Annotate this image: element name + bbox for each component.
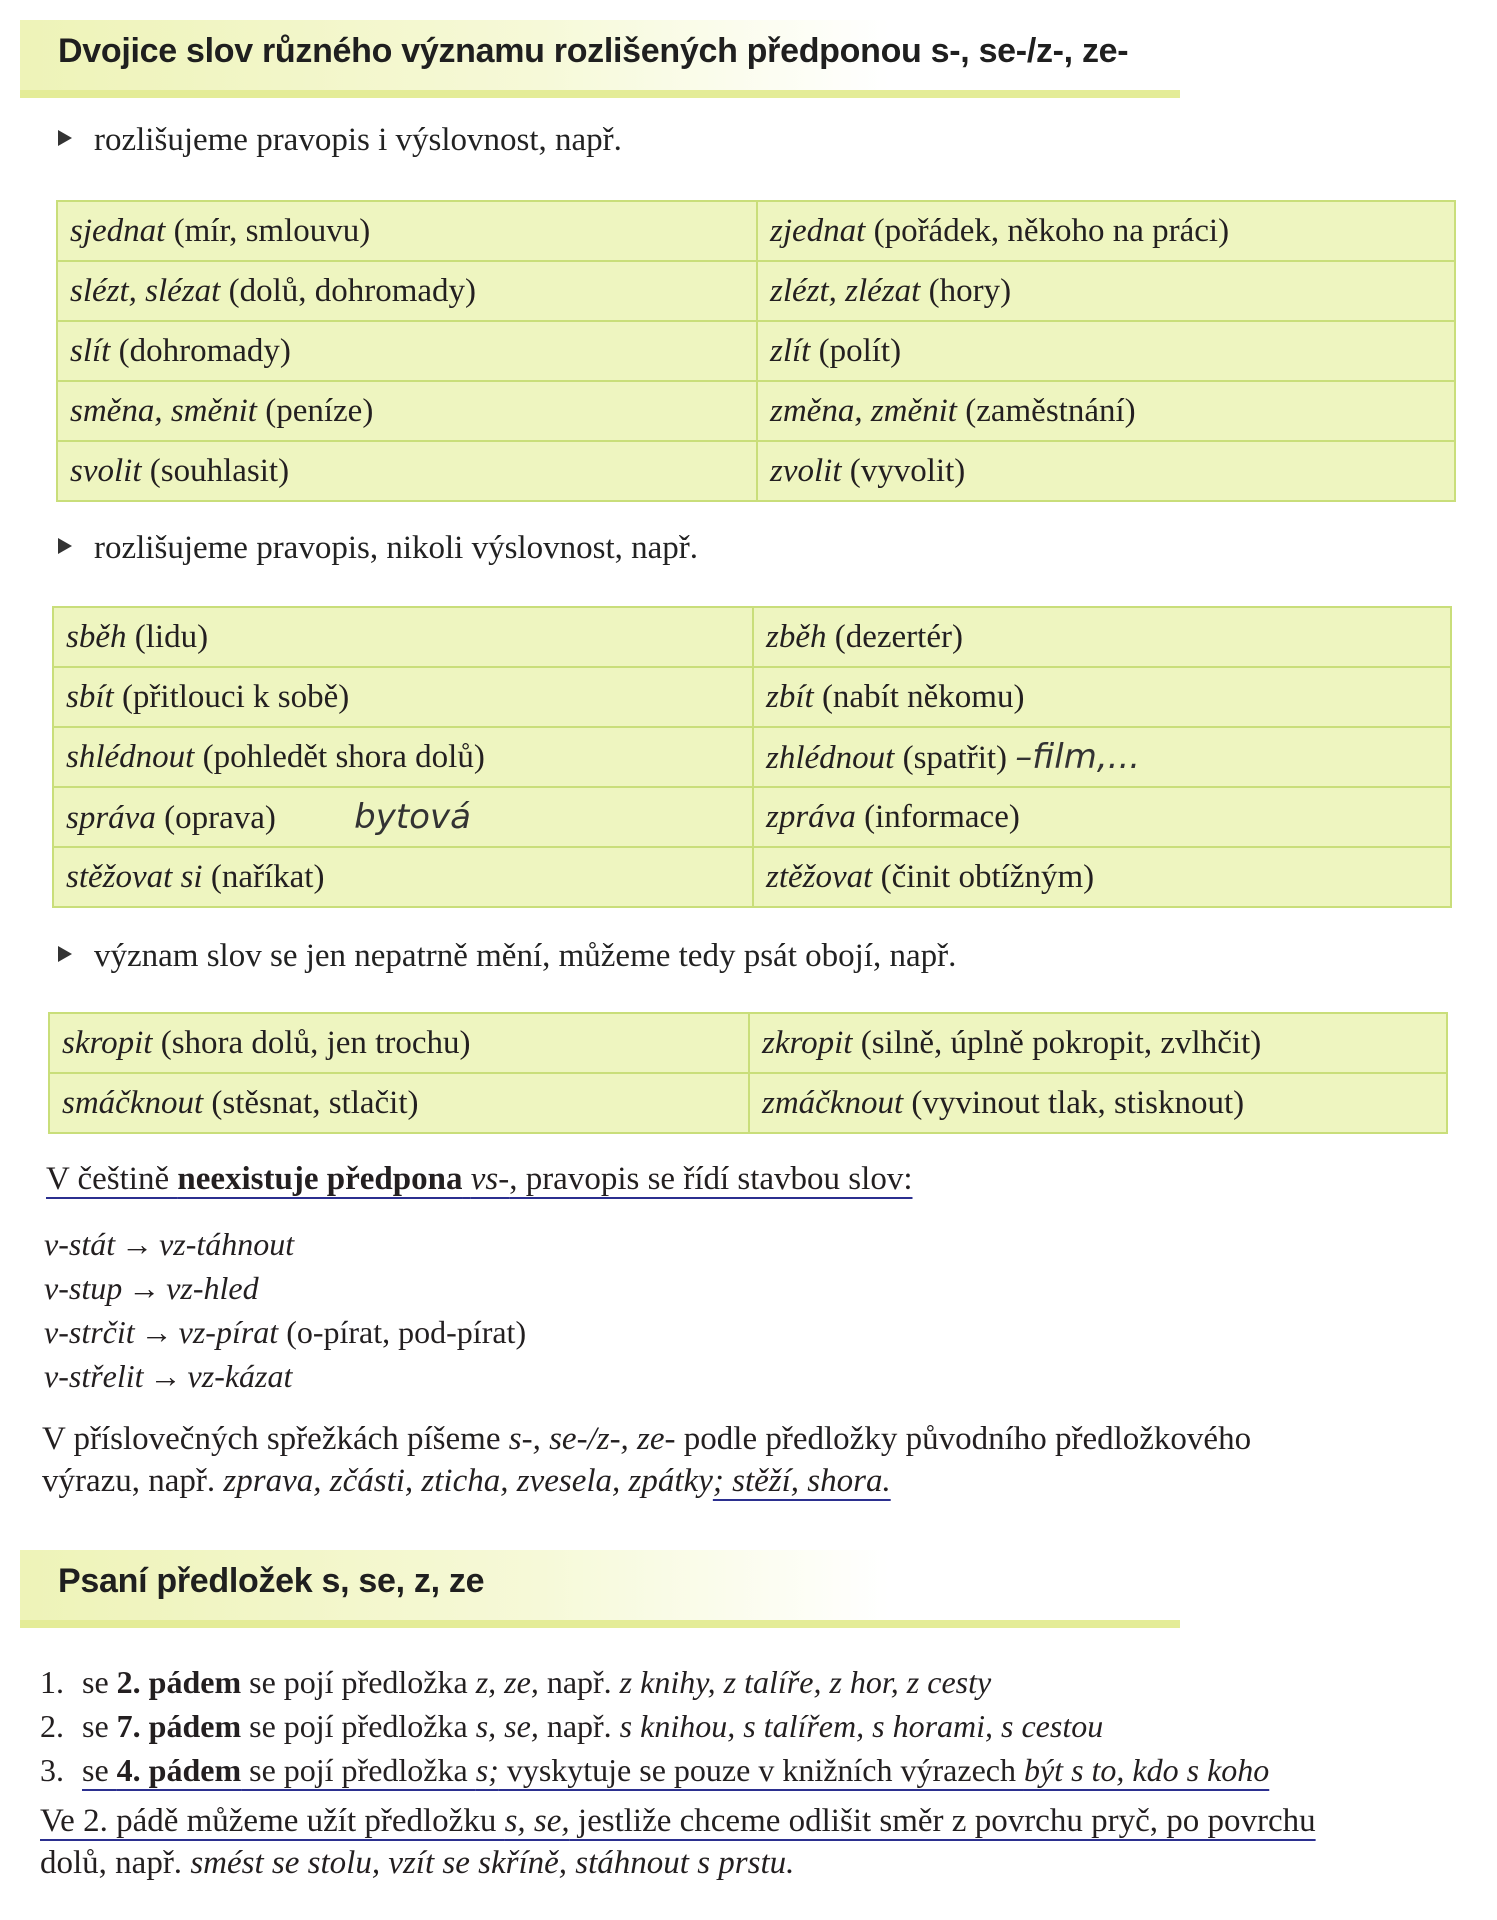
table-cell: zjednat (pořádek, někoho na práci) [757, 201, 1455, 261]
vs-prefix-note: V češtině neexistuje předpona vs-, pravopis se řídí stavbou slov: [46, 1161, 913, 1197]
table-row [57, 261, 1455, 321]
table-row [49, 1013, 1447, 1073]
bullet-spelling-and-pronunciation: rozlišujeme pravopis i výslovnost, např. [58, 122, 622, 159]
section-heading-2 [20, 1550, 1180, 1628]
table-cell: zlézt, zlézat (hory) [757, 261, 1455, 321]
triangle-bullet-icon [58, 130, 72, 146]
table-row [49, 1073, 1447, 1133]
table-row [53, 787, 1451, 847]
triangle-bullet-icon [58, 538, 72, 554]
table-row [53, 727, 1451, 787]
table-cell: skropit (shora dolů, jen trochu) [49, 1013, 749, 1073]
table-cell: slézt, slézat (dolů, dohromady) [57, 261, 757, 321]
word-pairs-table-2 [52, 606, 1452, 908]
section-title-prepositions: Psaní předložek s, se, z, ze [58, 1562, 485, 1600]
table-cell: směna, směnit (peníze) [57, 381, 757, 441]
section-title-prefixes: Dvojice slov různého významu rozlišených předponou s-, se-/z-, ze- [58, 32, 1129, 70]
adverb-paragraph: V příslovečných spřežkách píšeme s-, se-/z-, ze- podle předložky původního předložkového výrazu, např. zprava, zčásti, zticha, zvesela, zpátky; stěží, shora. [42, 1421, 1252, 1499]
table-cell: stěžovat si (naříkat) [53, 847, 753, 907]
handwritten-note-bytova: bytová [354, 797, 471, 837]
bullet-both-possible: význam slov se jen nepatrně mění, můžeme tedy psát obojí, např. [58, 938, 956, 975]
table-cell: ztěžovat (činit obtížným) [753, 847, 1451, 907]
table-cell: zkropit (silně, úplně pokropit, zvlhčit) [749, 1013, 1447, 1073]
table-row [57, 201, 1455, 261]
table-cell: sbít (přitlouci k sobě) [53, 667, 753, 727]
table-cell: svolit (souhlasit) [57, 441, 757, 501]
table-cell: smáčknout (stěsnat, stlačit) [49, 1073, 749, 1133]
table-cell: zhlédnout (spatřit) –film,... [753, 727, 1451, 787]
table-cell: shlédnout (pohledět shora dolů) [53, 727, 753, 787]
example-line: v-stup → vz-hled [44, 1270, 259, 1306]
bullet-spelling-only: rozlišujeme pravopis, nikoli výslovnost, např. [58, 530, 698, 567]
example-line: v-střelit → vz-kázat [44, 1358, 293, 1394]
table-cell: zlít (polít) [757, 321, 1455, 381]
list-item: 3. se 4. pádem se pojí předložka s; vyskytuje se pouze v knižních výrazech být s to, kdo s koho [40, 1752, 1270, 1788]
table-cell: sběh (lidu) [53, 607, 753, 667]
direction-note: Ve 2. pádě můžeme užít předložku s, se, jestliže chceme odlišit směr z povrchu pryč, po povrchu dolů, např. smést se stolu, vzít se skříně, stáhnout s prstu. [40, 1803, 1316, 1881]
table-cell: správa (oprava) bytová [53, 787, 753, 847]
table-row [57, 441, 1455, 501]
table-row [53, 607, 1451, 667]
word-pairs-table-1 [56, 200, 1456, 502]
word-pairs-table-3 [48, 1012, 1448, 1134]
triangle-bullet-icon [58, 946, 72, 962]
handwritten-note-film: –film,... [1015, 737, 1141, 777]
example-line: v-stát → vz-táhnout [44, 1226, 295, 1262]
preposition-rules-list [40, 1660, 1269, 1792]
table-cell: sjednat (mír, smlouvu) [57, 201, 757, 261]
example-line: v-strčit → vz-pírat (o-pírat, pod-pírat) [44, 1314, 527, 1350]
section-heading-1 [20, 20, 1180, 98]
table-cell: zvolit (vyvolit) [757, 441, 1455, 501]
table-row [53, 847, 1451, 907]
table-cell: zmáčknout (vyvinout tlak, stisknout) [749, 1073, 1447, 1133]
list-item: 1. se 2. pádem se pojí předložka z, ze, např. z knihy, z talíře, z hor, z cesty [40, 1664, 992, 1700]
table-row [57, 381, 1455, 441]
table-cell: zbít (nabít někomu) [753, 667, 1451, 727]
table-cell: zpráva (informace) [753, 787, 1451, 847]
table-cell: slít (dohromady) [57, 321, 757, 381]
table-row [57, 321, 1455, 381]
table-cell: změna, změnit (zaměstnání) [757, 381, 1455, 441]
list-item: 2. se 7. pádem se pojí předložka s, se, např. s knihou, s talířem, s horami, s cestou [40, 1708, 1104, 1744]
table-cell: zběh (dezertér) [753, 607, 1451, 667]
table-row [53, 667, 1451, 727]
